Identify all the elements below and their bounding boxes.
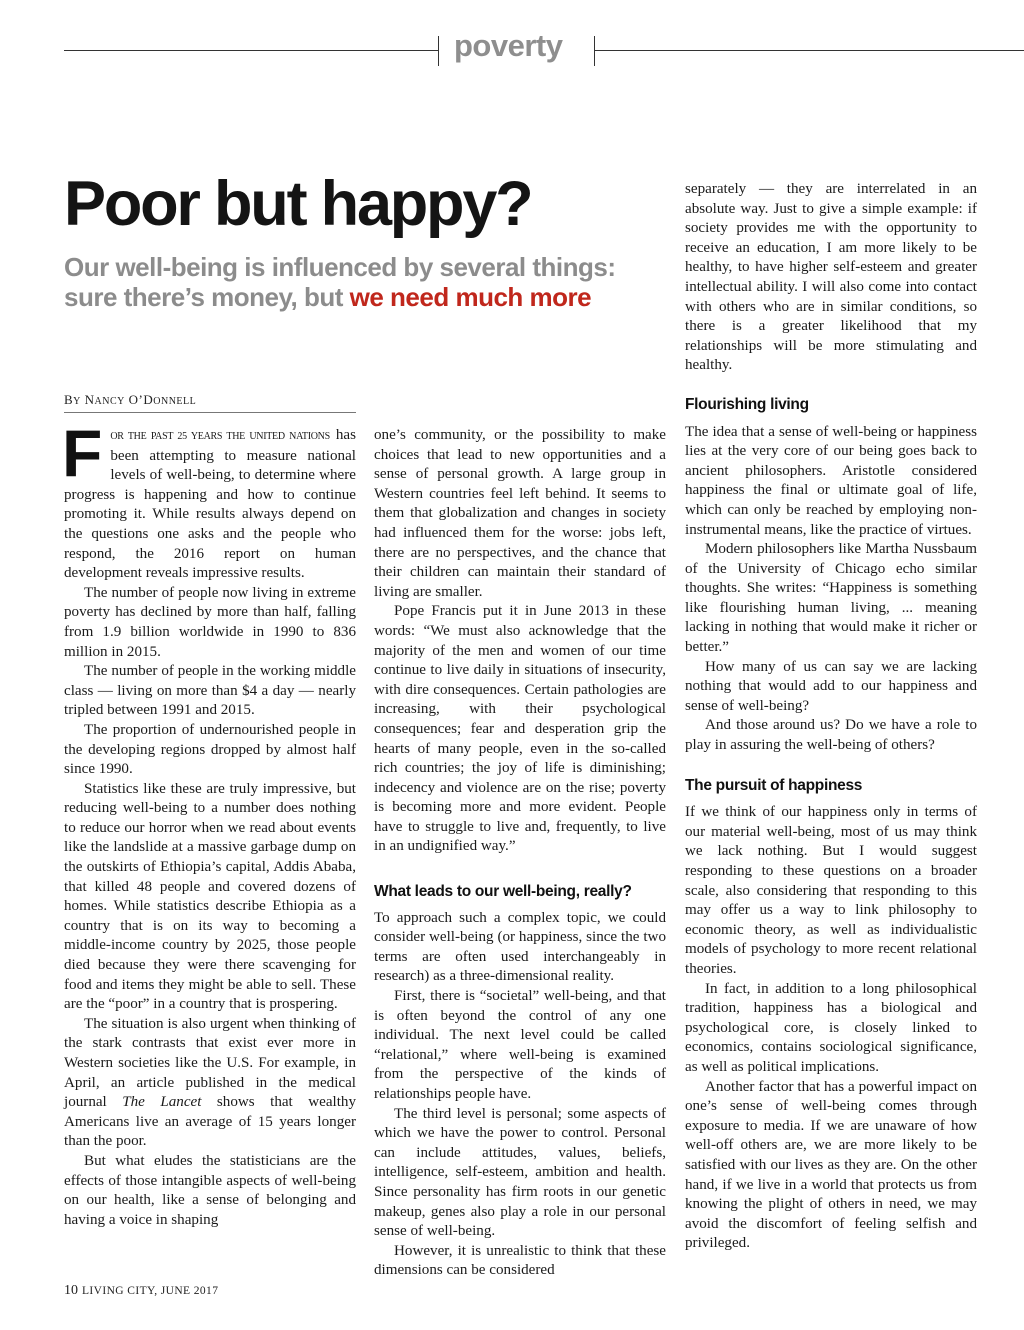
section-label: poverty [454,28,563,63]
byline-last-initial: O’D [128,392,154,407]
subhead-what-leads: What leads to our well-being, really? [374,883,632,901]
col3-paragraph-3: Modern philosophers like Martha Nussbaum of the University of Chicago echo similar thoughts. She writes: “Happiness is something like flourishing human living, ... meaning lacking in nothing that would make it richer or better.” [685,541,977,656]
col1-paragraph-2: The number of people now living in extreme poverty has declined by more than half, falling from 1.9 billion worldwide in 1990 to 836 million in 2015. [64,584,356,660]
header-rule-tick-right [594,36,595,66]
column-2 [374,426,666,1281]
col2-paragraph-4: First, there is “societal” well-being, and that is often beyond the control of any one individual. The next level could be called “relational,” where well-being is examined from the perspective of the kinds of relationships people have. [374,988,666,1102]
col1-paragraph-6 [64,1015,356,1152]
byline-last-rest: ONNELL [153,396,197,407]
column-1 [62,416,357,1230]
subhead-pursuit-of-happiness: The pursuit of happiness [685,776,863,794]
drop-cap: F [62,416,103,490]
article-deck [64,252,664,312]
journal-title: The Lancet [122,1094,202,1111]
col2-paragraph-3: To approach such a complex topic, we could consider well-being (or happiness, since the two terms are often used interchangeably in research) as a three-dimensional reality. [374,909,666,985]
col1-paragraph-7: But what eludes the statisticians are the effects of those intangible aspects of well-being on our health, like a sense of belonging and having a voice in shaping [64,1152,356,1228]
col3-paragraph-6: If we think of our happiness only in terms of our material well-being, most of us may think we lack nothing. But I would suggest responding to these questions on a broader scale, also considering that responding to this may offer us a way to link philosophy to economic theory, as well as individualistic models of psychology to more recent relational theories. [685,804,977,977]
deck-accent: we need much more [349,282,592,312]
col2-paragraph-1: one’s community, or the possibility to make choices that lead to new opportunities and a sense of personal growth. A large group in Western countries feel left behind. It seems to them that globalization and changes in society had influenced them for the worse: jobs left, there are no perspectives, and the chance that their children can maintain their standard of living are smaller. [374,427,666,600]
lead-in-caps: OR THE PAST 25 YEARS THE UNITED NATIONS [110,431,330,442]
byline-first-initial: N [84,392,95,407]
deck-plain: Our well-being is influenced by several things: sure there’s money, but [64,252,616,312]
col1-p1-rest: has been attempting to measure national levels of well-being, to determine where progress is happening and how to continue promoting it. While results always depend on the questions one asks and the people who respond, the 2016 report on human development reveals impressive results. [64,427,356,582]
col1-p6-after: shows that wealthy Americans live an average of 15 years longer than the poor. [64,1094,357,1150]
byline-prefix-rest: Y [73,396,81,407]
byline [64,392,356,413]
col2-paragraph-2: Pope Francis put it in June 2013 in these words: “We must also acknowledge that the majority of the men and women of our time continue to live daily in situations of insecurity, with dire consequences. Certain pathologies are increasing, with their psychological consequences; fear and desperation grip the hearts of many people, even in the so-called rich countries; the joy of life is diminishing; indecency and violence are on the rise; poverty is becoming more and more evident. People have to struggle to live and, frequently, to live in an undignified way.” [374,603,666,855]
column-3 [685,180,977,1254]
col3-paragraph-7: In fact, in addition to a long philosophical tradition, happiness has a biological and psychological core, is closely linked to economics, contains sociological significance, as well as political implications. [685,980,977,1075]
header-rule-left [64,50,438,51]
byline-first-rest: ANCY [94,396,125,407]
col3-paragraph-5: And those around us? Do we have a role to play in assuring the well-being of others? [685,717,977,754]
page-number: 10 [64,1283,78,1298]
col1-paragraph-3: The number of people in the working middle class — living on more than $4 a day — nearly tripled between 1991 and 2015. [64,663,356,719]
col1-p6-before: The situation is also urgent when thinking of the stark contrasts that exist ever more in Western societies like the U.S. For example, in April, an article published in the medical journal [64,1015,356,1111]
subhead-flourishing-living: Flourishing living [685,395,809,413]
col1-paragraph-5: Statistics like these are truly impressive, but reducing well-being to a number does nothing to reduce our horror when we read about events like the landslide at a massive garbage dump on the outskirts of Ethiopia’s capital, Addis Ababa, that killed 48 people and covered dozens of homes. While statistics describe Ethiopia as a country that is on its way to becoming a middle-income country by 2025, those people died because they were there scavenging for food and items they might be able to sell. These are the “poor” in a country that is prospering. [64,780,356,1013]
col2-paragraph-6: However, it is unrealistic to think that these dimensions can be considered [374,1242,666,1279]
byline-prefix-initial: B [64,392,74,407]
col2-paragraph-5: The third level is personal; some aspects of which we have the power to control. Personal can include attitudes, values, beliefs, intelligence, self-esteem, ambition and health. Since personality has firm roots in our genetic makeup, genes also play a role in our personal sense of well-being. [374,1105,666,1240]
publication-line: LIVING CITY, JUNE 2017 [82,1285,219,1297]
page-footer [64,1283,218,1299]
col1-paragraph-4: The proportion of undernourished people in the developing regions dropped by almost half since 1990. [64,721,356,778]
col3-paragraph-8: Another factor that has a powerful impact on one’s sense of well-being comes through exposure to media. If we are unaware of how well-off others are, we are more likely to be satisfied with our lives as they are. On the other hand, if we live in a world that protects us from knowing the plight of others in need, we may avoid the discomfort of feeling selfish and privileged. [685,1078,977,1252]
col3-paragraph-1: separately — they are interrelated in an absolute way. Just to give a simple example: if society provides me with the opportunity to receive an education, I am more likely to be healthy, to have higher self-esteem and greater intellectual ability. I will also come into contact with others who are in similar conditions, so there is a greater likelihood that my relationships will be more stimulating and healthy. [685,181,977,374]
header-rule-tick-left [438,36,439,66]
col3-paragraph-2: The idea that a sense of well-being or happiness lies at the very core of our being goes back to ancient philosophers. Aristotle considered happiness the final or ultimate goal of life, which can only be reached by employing non-instrumental means, like the practice of virtues. [685,423,977,538]
col1-paragraph-1 [62,416,356,584]
header-rule-right [594,50,1024,51]
col3-paragraph-4: How many of us can say we are lacking nothing that would add to our happiness and sense of well-being? [685,658,977,714]
article-title: Poor but happy? [64,169,532,239]
